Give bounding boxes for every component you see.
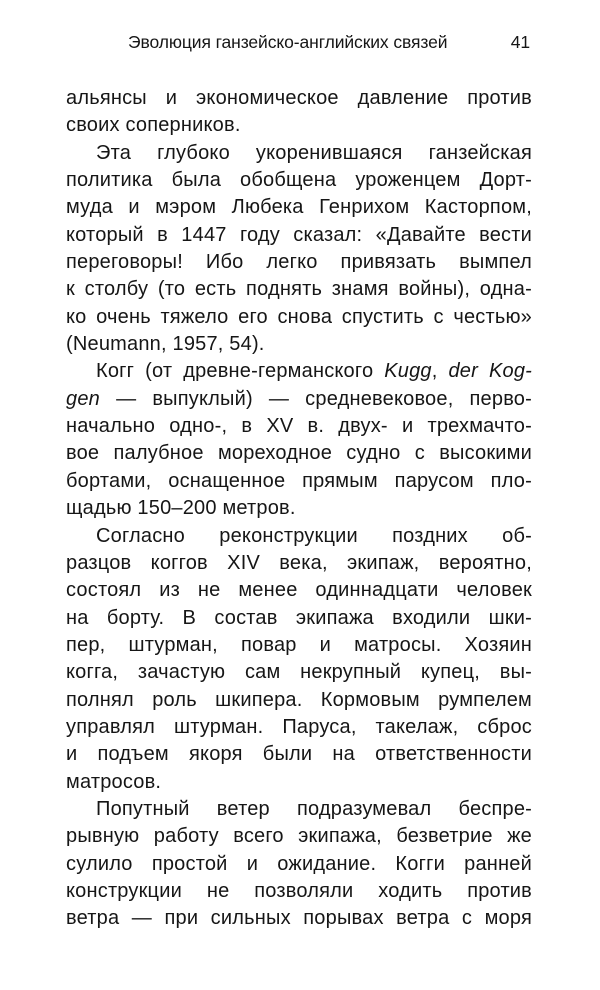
text-line: к столбу (то есть поднять знамя войны), одна- <box>66 278 532 301</box>
text-line: управлял штурман. Паруса, такелаж, сброс <box>66 715 532 738</box>
text-line: альянсы и экономическое давление против <box>66 87 532 109</box>
text-line: своих соперников. <box>66 114 241 137</box>
italic-term: gen <box>66 387 100 410</box>
text-line: ветра — при сильных порывах ветра с моря <box>66 907 532 930</box>
text-line: Согласно реконструкции поздних об- <box>96 524 532 547</box>
page-number: 41 <box>510 32 530 52</box>
text-line <box>66 358 532 385</box>
text-line: Эта глубоко укоренившаяся ганзейская <box>96 141 532 164</box>
text-line: полнял роль шкипера. Кормовым румпелем <box>66 688 532 711</box>
text-line: состоял из не менее одиннадцати человек <box>66 579 532 602</box>
text-run: — выпуклый) — средневековое, перво- <box>99 387 532 410</box>
text-line: ко очень тяжело его снова спустить с честью» <box>66 305 532 328</box>
text-line: рывную работу всего экипажа, безветрие же <box>66 825 532 848</box>
text-line <box>66 386 532 413</box>
text-line: политика была обобщена уроженцем Дорт- <box>66 169 532 192</box>
italic-term: der Kog- <box>448 360 533 383</box>
text-line: который в 1447 году сказал: «Давайте вести <box>66 223 532 246</box>
text-line: разцов коггов XIV века, экипаж, вероятно, <box>66 551 532 574</box>
text-line: муда и мэром Любека Генрихом Касторпом, <box>66 196 532 219</box>
text-line: сулило простой и ожидание. Когги ранней <box>66 852 532 875</box>
text-line: и подъем якоря были на ответственности <box>66 743 532 766</box>
text-line: щадью 150–200 метров. <box>66 497 296 520</box>
text-line: на борту. В состав экипажа входили шки- <box>66 606 532 629</box>
running-header <box>66 30 532 54</box>
text-line: переговоры! Ибо легко привязать вымпел <box>66 251 532 274</box>
text-line: начально одно-, в XV в. двух- и трехмачто- <box>66 415 532 438</box>
text-line: бортами, оснащенное прямым парусом пло- <box>66 469 532 492</box>
text-line: конструкции не позволяли ходить против <box>66 879 532 902</box>
italic-term: Kugg <box>384 360 432 383</box>
text-line: когга, зачастую сам некрупный купец, вы- <box>66 661 532 684</box>
text-line: Попутный ветер подразумевал беспре- <box>96 797 532 820</box>
text-run: , <box>431 360 449 383</box>
text-line: вое палубное мореходное судно с высокими <box>66 442 532 465</box>
running-title: Эволюция ганзейско-английских связей <box>128 32 448 52</box>
text-line: (Neumann, 1957, 54). <box>66 333 265 356</box>
page-body <box>66 85 532 933</box>
text-run: Когг (от древне-германского <box>96 360 385 383</box>
text-line: матросов. <box>66 770 162 793</box>
text-line: пер, штурман, повар и матросы. Хозяин <box>66 633 532 656</box>
